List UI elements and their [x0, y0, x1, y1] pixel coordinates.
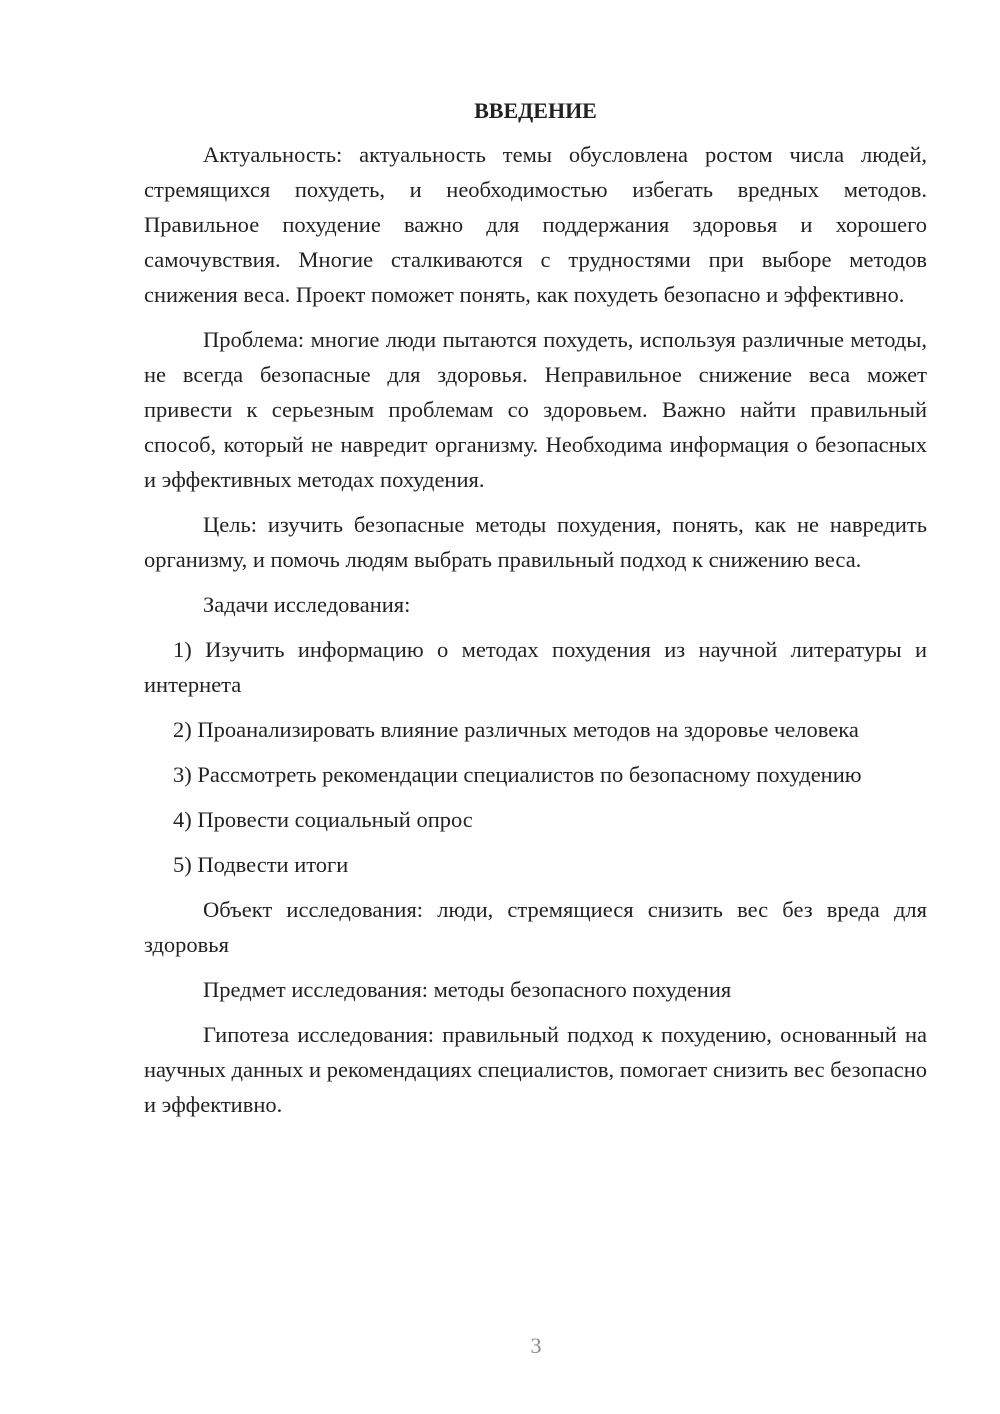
page-content [144, 96, 927, 1132]
object-paragraph: Объект исследования: люди, стремящиеся снизить вес без вреда для здоровья [144, 897, 927, 957]
task-item-3: 3) Рассмотреть рекомендации специалистов по безопасному похудению [173, 762, 862, 787]
task-item-4: 4) Провести социальный опрос [173, 807, 473, 832]
tasks-title: Задачи исследования: [203, 592, 411, 617]
task-item-5: 5) Подвести итоги [173, 852, 349, 877]
section-heading: ВВЕДЕНИЕ [474, 98, 597, 123]
task-item-2: 2) Проанализировать влияние различных методов на здоровье человека [173, 717, 859, 742]
subject-paragraph: Предмет исследования: методы безопасного похудения [203, 977, 732, 1002]
relevance-paragraph: Актуальность: актуальность темы обусловлена ростом числа людей, стремящихся похудеть, и необходимостью избегать вредных методов. Правильное похудение важно для поддержания здоровья и хорошего самочувствия. Многие сталкиваются с трудностями при выборе методов снижения веса. Проект поможет понять, как похудеть безопасно и эффективно. [144, 142, 927, 307]
page-number: 3 [530, 1333, 542, 1358]
problem-paragraph: Проблема: многие люди пытаются похудеть, используя различные методы, не всегда безопасные для здоровья. Неправильное снижение веса может привести к серьезным проблемам со здоровьем. Важно найти правильный способ, который не навредит организму. Необходима информация о безопасных и эффективных методах похудения. [144, 327, 927, 492]
goal-paragraph: Цель: изучить безопасные методы похудения, понять, как не навредить организму, и помочь людям выбрать правильный подход к снижению веса. [144, 512, 927, 572]
hypothesis-paragraph: Гипотеза исследования: правильный подход к похудению, основанный на научных данных и рекомендациях специалистов, помогает снизить вес безопасно и эффективно. [144, 1022, 927, 1117]
task-item-1: 1) Изучить информацию о методах похудения из научной литературы и интернета [144, 637, 927, 697]
